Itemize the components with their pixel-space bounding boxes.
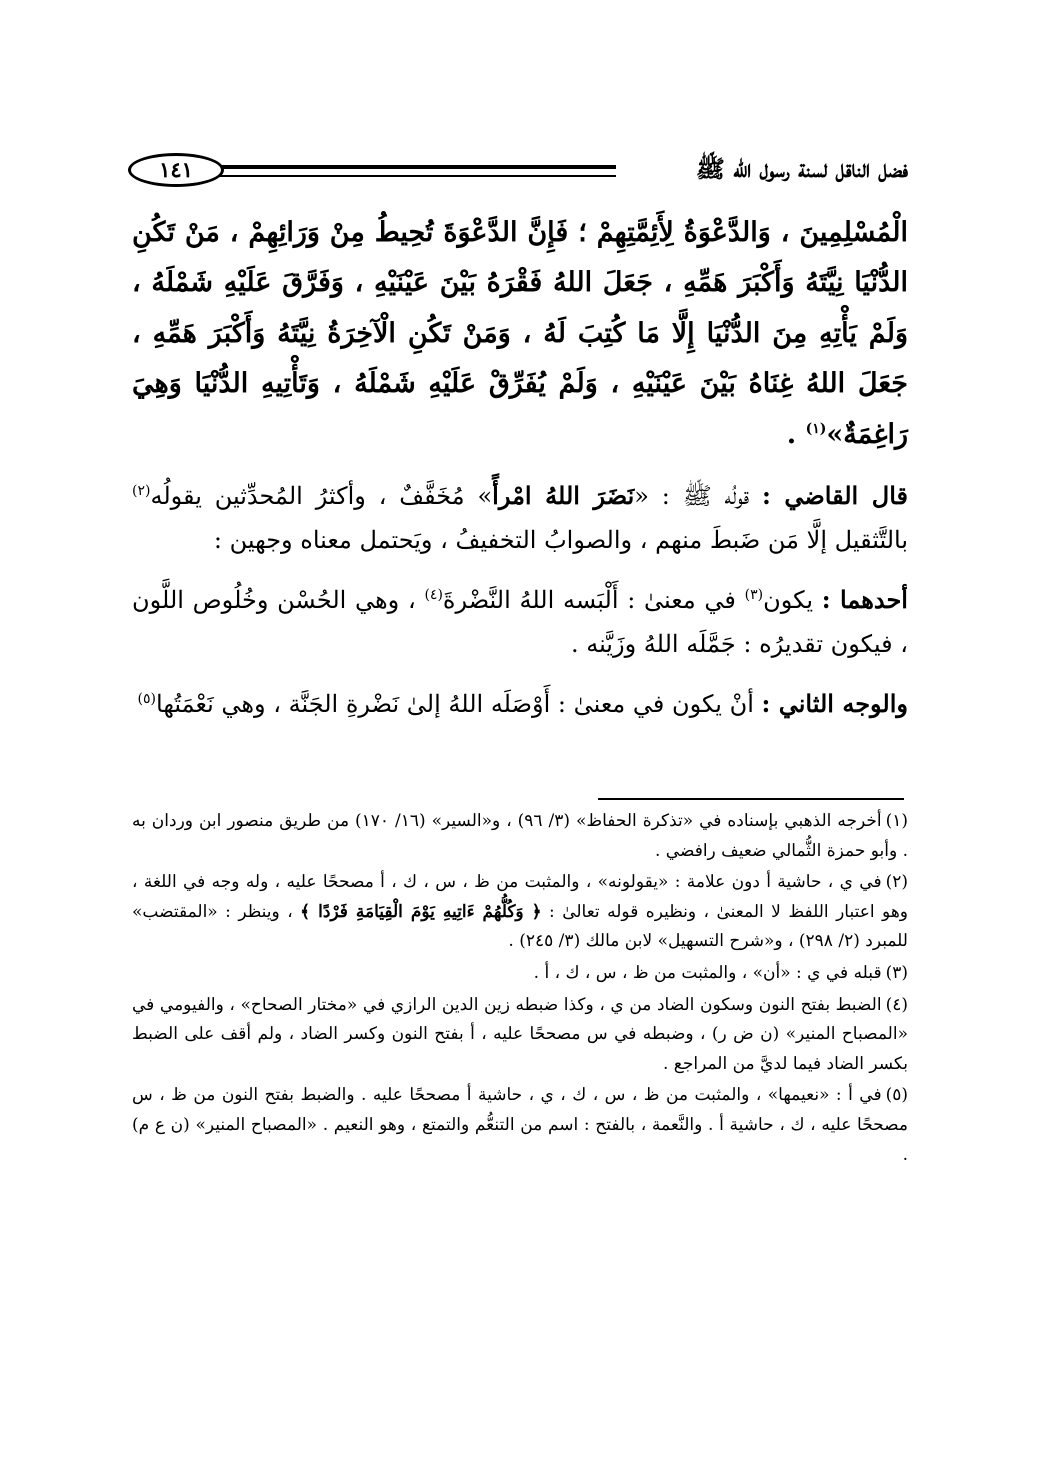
hadith-paragraph bbox=[132, 208, 908, 460]
second-aspect-text: أنْ يكون في معنىٰ : أَوْصَلَه اللهُ إلىٰ نَضْرةِ الجَنَّة ، وهي نَعْمَتُها bbox=[156, 690, 762, 719]
footnote-text-before: في ي ، حاشية أ دون علامة : «يقولونه» ، والمثبت من ظ ، س ، ك ، أ مصححًا عليه ، وله وجه في اللغة ، وهو اعتبار اللفظ لا المعنىٰ ، ونظيره قوله تعالىٰ : bbox=[132, 872, 908, 922]
footnote-text: الضبط بفتح النون وسكون الضاد من ي ، وكذا ضبطه زين الدين الرازي في «مختار الصحاح» ، والفيومي في «المصباح المنير» (ن ض ر) ، وضبطه في س مصححًا عليه ، أ بفتح النون وكسر الضاد ، ولم أقف على الضبط بكسر الضاد فيما لديَّ من المراجع . bbox=[132, 994, 908, 1074]
footnote-5 bbox=[132, 1081, 908, 1170]
footnote-ref-1: (١) bbox=[805, 420, 827, 437]
qadi-paragraph bbox=[132, 474, 908, 562]
main-text bbox=[132, 208, 908, 726]
page-number: ١٤١ bbox=[128, 153, 224, 187]
footnote-text: في أ : «نعيمها» ، والمثبت من ظ ، س ، ك ، ي ، حاشية أ مصححًا عليه . والضبط بفتح النون من ظ ، س مصححًا عليه ، ك ، حاشية أ . والنَّعمة ، بالفتح : اسم من التنعُّم والتمتع ، وهو النعيم . «المصباح المنير» (ن ع م) . bbox=[132, 1085, 908, 1165]
first-aspect-lead: أحدهما : bbox=[821, 585, 908, 615]
footnote-3 bbox=[132, 959, 908, 989]
qadi-text-3: بالتَّثقيل إلَّا مَن ضَبطَ منهم ، والصوابُ التخفيفُ ، ويَحتمل معناه وجهين : bbox=[213, 526, 908, 555]
footnote-ref-4: (٤) bbox=[424, 587, 443, 604]
hadith-text: الْمُسْلِمِينَ ، وَالدَّعْوَةُ لِأَئِمَّتِهِمْ ؛ فَإِنَّ الدَّعْوَةَ تُحِيطُ مِنْ وَرَائِهِمْ ، مَنْ تَكُنِ الدُّنْيَا نِيَّتَهُ وَأَكْبَرَ هَمِّهِ ، جَعَلَ اللهُ فَقْرَهُ بَيْنَ عَيْنَيْهِ ، وَفَرَّقَ عَلَيْهِ شَمْلَهُ ، وَلَمْ يَأْتِهِ مِنَ الدُّنْيَا إِلَّا مَا كُتِبَ لَهُ ، وَمَنْ تَكُنِ الْآخِرَةُ نِيَّتَهُ وَأَكْبَرَ هَمِّهِ ، جَعَلَ اللهُ غِنَاهُ بَيْنَ عَيْنَيْهِ ، وَلَمْ يُفَرِّقْ عَلَيْهِ شَمْلَهُ ، وَتَأْتِيهِ الدُّنْيَا وَهِيَ رَاغِمَةٌ» bbox=[132, 217, 908, 450]
footnote-text-after: ، وينظر : «المقتضب» للمبرد (٢/ ٢٩٨) ، و«شرح التسهيل» لابن مالك (٣/ ٢٤٥) . bbox=[132, 901, 908, 952]
footnote-number: (٣) bbox=[885, 962, 908, 983]
footnote-number: (٥) bbox=[885, 1085, 908, 1106]
qadi-lead: قال القاضي : bbox=[761, 481, 909, 511]
qadi-quote: نَضَرَ اللهُ امْرأً bbox=[492, 481, 635, 511]
footnotes bbox=[132, 807, 908, 1172]
footnote-2 bbox=[132, 868, 908, 957]
second-aspect-paragraph bbox=[132, 682, 908, 726]
first-aspect-text-1: يكون bbox=[763, 586, 822, 615]
second-aspect-lead: والوجه الثاني : bbox=[761, 689, 908, 719]
first-aspect-text-3: ، وهي الحُسْن وخُلُوص اللَّون ، فيكون تقديرُه : جَمَّلَه اللهُ وزَيَّنه . bbox=[132, 586, 908, 659]
footnote-ref-5: (٥) bbox=[137, 691, 156, 708]
quran-verse: ﴿ وَكُلُّهُمْ ءَاتِيهِ يَوْمَ الْقِيَامَةِ فَرْدًا ﴾ bbox=[300, 901, 542, 922]
footnote-separator bbox=[598, 798, 904, 800]
footnote-number: (٤) bbox=[885, 994, 908, 1015]
footnote-ref-3: (٣) bbox=[744, 587, 764, 604]
running-title: فضل الناقل لسنة رسول الله ﷺ bbox=[695, 154, 908, 183]
qadi-text-2: » مُخَفَّفٌ ، وأكثرُ المُحدِّثين يقولُه bbox=[150, 482, 493, 511]
footnote-ref-2: (٢) bbox=[132, 483, 151, 500]
page-header bbox=[128, 150, 908, 200]
footnote-number: (٢) bbox=[885, 872, 908, 893]
footnote-text: أخرجه الذهبي بإسناده في «تذكرة الحفاظ» (٣/ ٩٦) ، و«السير» (١٦/ ١٧٠) من طريق منصور ابن وردان به . وأبو حمزة الثُّمالي ضعيف رافضي . bbox=[132, 811, 908, 861]
footnote-number: (١) bbox=[885, 811, 908, 831]
footnote-text: قبله في ي : «أن» ، والمثبت من ظ ، س ، ك ، أ . bbox=[533, 962, 882, 983]
first-aspect-text-2: في معنىٰ : أَلْبَسه اللهُ النَّضْرةَ bbox=[442, 586, 745, 615]
hadith-end: . bbox=[786, 418, 806, 450]
first-aspect-paragraph bbox=[132, 578, 908, 666]
footnote-1 bbox=[132, 807, 908, 866]
header-double-rule bbox=[210, 165, 616, 177]
footnote-4 bbox=[132, 991, 908, 1080]
qadi-text-1: قولُه ﷺ : « bbox=[634, 482, 762, 511]
